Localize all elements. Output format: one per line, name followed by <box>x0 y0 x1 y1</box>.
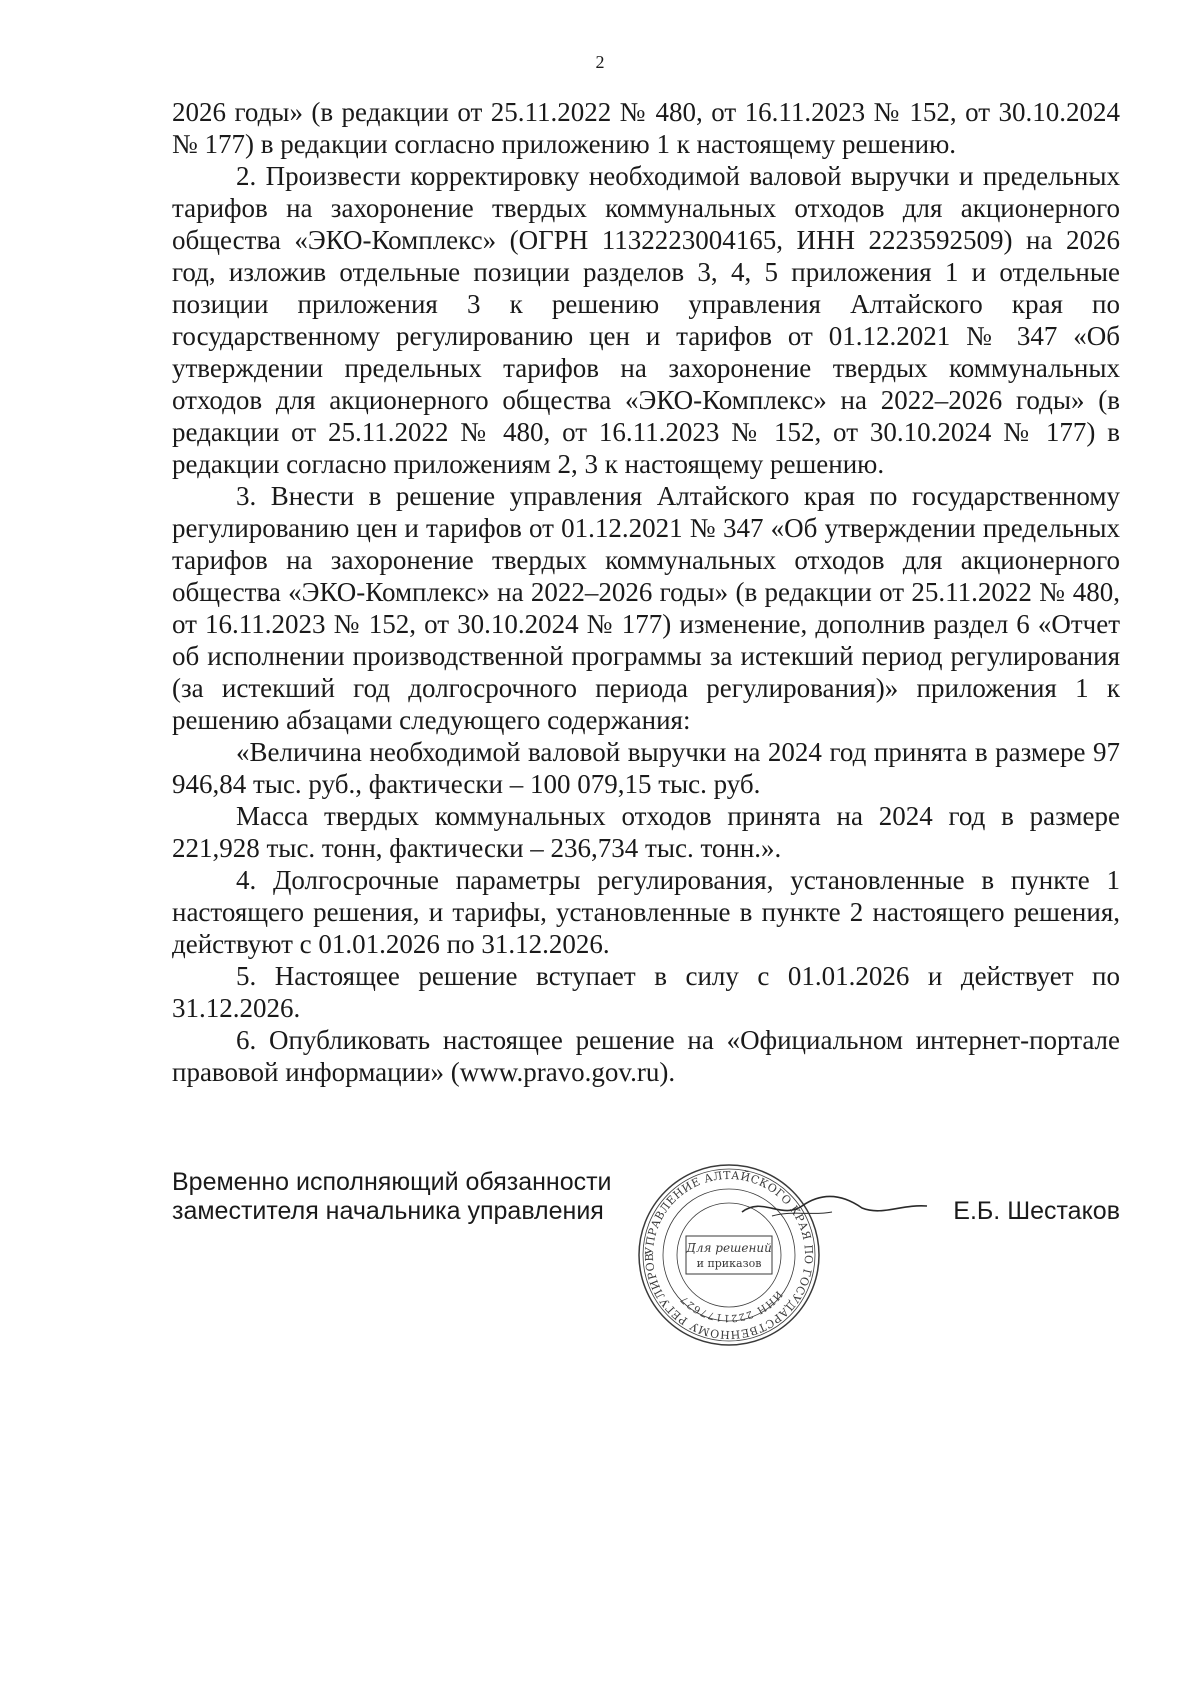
paragraph-item-5: 5. Настоящее решение вступает в силу с 01.01.2026 и действует по 31.12.2026. <box>172 961 1120 1023</box>
stamp-outer-text: УПРАВЛЕНИЕ АЛТАЙСКОГО КРАЯ ПО ГОСУДАРСТВЕННОМУ РЕГУЛИРОВ <box>642 1168 816 1342</box>
paragraph-1-continuation: 2026 годы» (в редакции от 25.11.2022 № 480, от 16.11.2023 № 152, от 30.10.2024 № 177) в редакции согласно приложению 1 к настоящему решению. <box>172 97 1120 159</box>
signatory-position <box>172 1168 612 1226</box>
document-body <box>172 96 1120 1088</box>
signatory-name: Е.Б. Шестаков <box>953 1197 1120 1225</box>
paragraph-item-6: 6. Опубликовать настоящее решение на «Официальном интернет-портале правовой информации» (www.pravo.gov.ru). <box>172 1025 1120 1087</box>
paragraph-item-4: 4. Долгосрочные параметры регулирования, установленные в пункте 1 настоящего решения, и тарифы, установленные в пункте 2 настоящего решения, действуют с 01.01.2026 по 31.12.2026. <box>172 865 1120 959</box>
stamp-center-line-1: Для решений <box>686 1241 772 1255</box>
paragraph-quote-revenue: «Величина необходимой валовой выручки на 2024 год принята в размере 97 946,84 тыс. руб., фактически – 100 079,15 тыс. руб. <box>172 737 1120 799</box>
stamp-inn-text: ИНН 2221177627 <box>678 1288 784 1324</box>
paragraph-quote-waste-mass: Масса твердых коммунальных отходов принята на 2024 год в размере 221,928 тыс. тонн, фактически – 236,734 тыс. тонн.». <box>172 801 1120 863</box>
page-number: 2 <box>595 52 605 72</box>
handwritten-signature-icon <box>732 1186 932 1226</box>
signature-block <box>172 1168 1120 1388</box>
paragraph-item-3: 3. Внести в решение управления Алтайского края по государственному регулированию цен и тарифов от 01.12.2021 № 347 «Об утверждении предельных тарифов на захоронение твердых коммунальных отходов для акционерного общества «ЭКО-Комплекс» на 2022–2026 годы» (в редакции от 25.11.2022 № 480, от 16.11.2023 № 152, от 30.10.2024 № 177) изменение, дополнив раздел 6 «Отчет об исполнении производственной программы за истекший период регулирования (за истекший год долгосрочного периода регулирования)» приложения 1 к решению абзацами следующего содержания: <box>172 481 1120 735</box>
signatory-position-line-1: Временно исполняющий обязанности <box>172 1168 612 1196</box>
stamp-center-line-2: и приказов <box>696 1257 762 1270</box>
signatory-position-line-2: заместителя начальника управления <box>172 1197 604 1225</box>
paragraph-item-2: 2. Произвести корректировку необходимой валовой выручки и предельных тарифов на захоронение твердых коммунальных отходов для акционерного общества «ЭКО-Комплекс» (ОГРН 1132223004165, ИНН 2223592509) на 2026 год, изложив отдельные позиции разделов 3, 4, 5 приложения 1 и отдельные позиции приложения 3 к решению управления Алтайского края по государственному регулированию цен и тарифов от 01.12.2021 № 347 «Об утверждении предельных тарифов на захоронение твердых коммунальных отходов для акционерного общества «ЭКО-Комплекс» на 2022–2026 годы» (в редакции от 25.11.2022 № 480, от 16.11.2023 № 152, от 30.10.2024 № 177) в редакции согласно приложениям 2, 3 к настоящему решению. <box>172 161 1120 479</box>
